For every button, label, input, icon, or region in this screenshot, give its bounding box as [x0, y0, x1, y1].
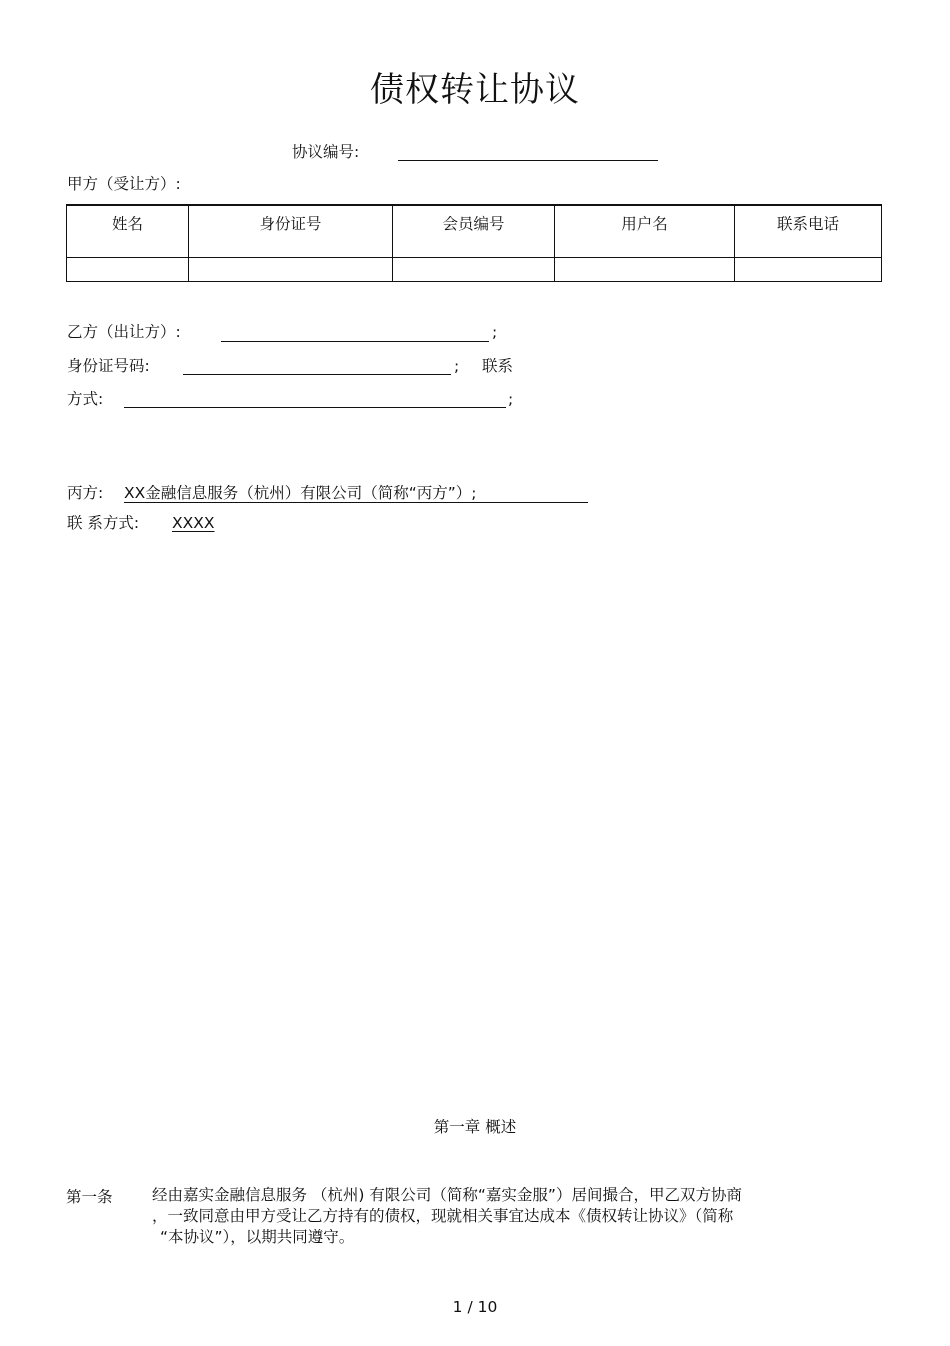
chapter-heading: 第一章 概述 — [433, 1118, 517, 1136]
party-b-end: ; — [492, 323, 498, 341]
cell-name[interactable] — [67, 258, 189, 282]
table-header-row — [67, 205, 882, 258]
article-1-line-2: ，一致同意由甲方受让乙方持有的债权，现就相关事宜达成本《债权转让协议》（简称 — [152, 1207, 734, 1225]
agreement-number-label: 协议编号: — [292, 143, 360, 161]
header-name: 姓名 — [67, 205, 189, 258]
party-a-table — [66, 204, 882, 282]
cell-username[interactable] — [555, 258, 735, 282]
table-row — [67, 258, 882, 282]
article-1-line-1: 经由嘉实金融信息服务 （杭州) 有限公司（简称“嘉实金服”）居间撮合，甲乙双方协商 — [152, 1186, 742, 1204]
header-member-number: 会员编号 — [393, 205, 555, 258]
page-number: 1 / 10 — [452, 1298, 498, 1316]
party-c-contact-value: XXXX — [172, 514, 215, 532]
id-number-label: 身份证号码: — [67, 357, 150, 375]
cell-id-number[interactable] — [189, 258, 393, 282]
party-c-contact-label: 联 系方式: — [67, 514, 140, 532]
party-a-label: 甲方（受让方）: — [67, 175, 181, 193]
contact-blank[interactable] — [124, 407, 506, 408]
document-title: 债权转让协议 — [370, 70, 580, 110]
party-c-underline — [124, 502, 588, 503]
article-1-label: 第一条 — [66, 1188, 113, 1206]
party-c-label: 丙方: — [67, 484, 104, 502]
header-phone: 联系电话 — [735, 205, 882, 258]
contact-label-part2: 方式: — [67, 390, 104, 408]
cell-member-number[interactable] — [393, 258, 555, 282]
contact-label-part1: 联系 — [482, 357, 514, 375]
article-1-body — [152, 1185, 852, 1248]
agreement-number-blank[interactable] — [398, 160, 658, 161]
header-id-number: 身份证号 — [189, 205, 393, 258]
party-b-label: 乙方（出让方）: — [67, 323, 181, 341]
article-1-line-3: “本协议”），以期共同遵守。 — [160, 1228, 355, 1246]
cell-phone[interactable] — [735, 258, 882, 282]
id-number-blank[interactable] — [183, 374, 451, 375]
contact-end: ; — [508, 390, 514, 408]
header-username: 用户名 — [555, 205, 735, 258]
party-c-value: XX金融信息服务（杭州）有限公司（简称“丙方”）; — [124, 484, 477, 502]
id-number-end: ; — [454, 357, 460, 375]
party-b-blank[interactable] — [221, 341, 489, 342]
